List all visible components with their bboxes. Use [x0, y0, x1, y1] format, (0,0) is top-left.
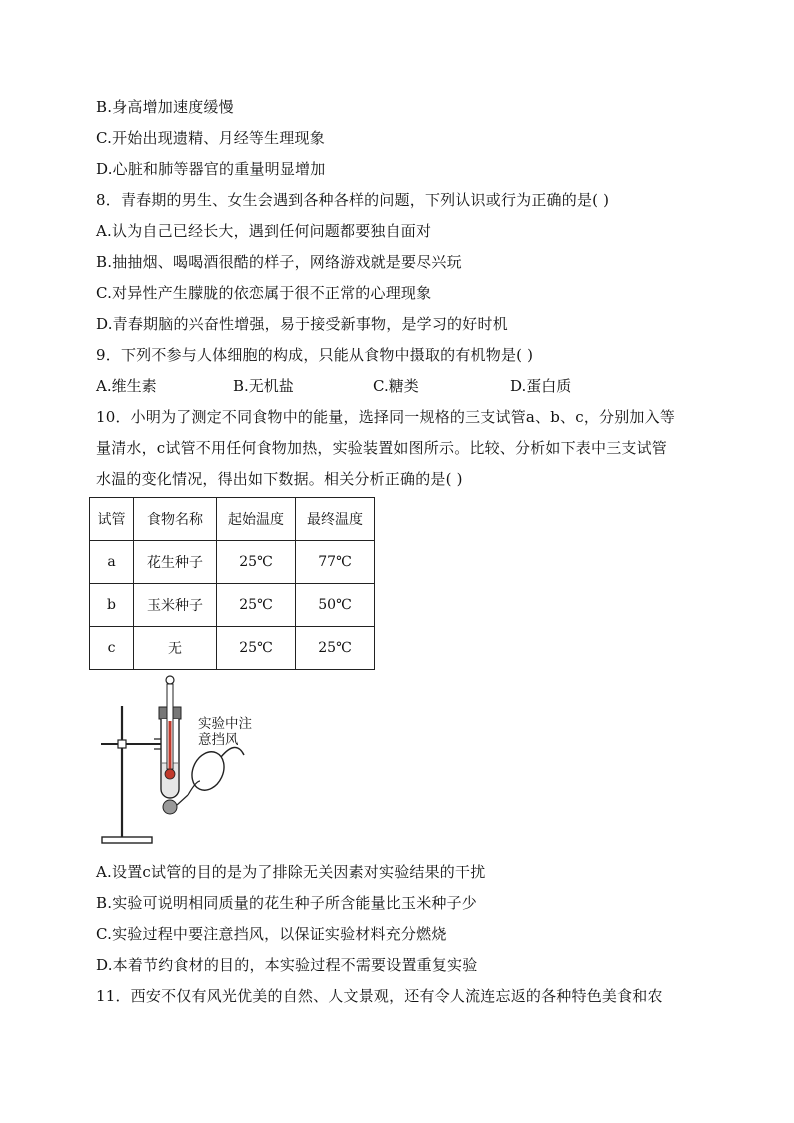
temperature-table — [89, 497, 375, 670]
table-cell: 玉米种子 — [134, 584, 217, 627]
thermometer-bulb — [165, 769, 175, 779]
stand-base — [102, 837, 152, 843]
table-header: 试管 — [90, 498, 134, 541]
table-header: 食物名称 — [134, 498, 217, 541]
table-cell: 花生种子 — [134, 541, 217, 584]
figure-note: 实验中注意挡风 — [198, 716, 252, 748]
thermometer-top — [166, 676, 174, 684]
q9-option-d: D.蛋白质 — [510, 377, 572, 395]
table-cell: 25℃ — [217, 541, 296, 584]
q7-option-c: C.开始出现遗精、月经等生理现象 — [96, 129, 325, 147]
q8-stem: 8．青春期的男生、女生会遇到各种各样的问题，下列认识或行为正确的是( ) — [96, 191, 610, 209]
table-cell: 25℃ — [296, 627, 375, 670]
table-cell: 77℃ — [296, 541, 375, 584]
table-cell: 25℃ — [217, 627, 296, 670]
table-header: 起始温度 — [217, 498, 296, 541]
table-cell: c — [90, 627, 134, 670]
wire-hook — [221, 747, 244, 757]
table-cell: a — [90, 541, 134, 584]
thermometer-mercury — [169, 721, 172, 769]
clamp-boss — [118, 740, 126, 748]
q9-option-b: B.无机盐 — [233, 377, 294, 395]
q9-option-a: A.维生素 — [96, 377, 157, 395]
q10-stem-line-1: 10．小明为了测定不同食物中的能量，选择同一规格的三支试管a、b、c，分别加入等 — [96, 408, 676, 426]
q8-option-a: A.认为自己已经长大，遇到任何问题都要独自面对 — [96, 222, 432, 240]
needle — [177, 795, 188, 805]
table-header: 最终温度 — [296, 498, 375, 541]
table-row — [90, 541, 375, 584]
q10-option-a: A.设置c试管的目的是为了排除无关因素对实验结果的干扰 — [96, 863, 486, 881]
q10-stem-line-3: 水温的变化情况，得出如下数据。相关分析正确的是( ) — [96, 470, 463, 488]
q10-option-d: D.本着节约食材的目的，本实验过程不需要设置重复实验 — [96, 956, 478, 974]
q10-stem-line-2: 量清水，c试管不用任何食物加热，实验装置如图所示。比较、分析如下表中三支试管 — [96, 439, 668, 457]
q10-option-b: B.实验可说明相同质量的花生种子所含能量比玉米种子少 — [96, 894, 477, 912]
q9-option-c: C.糖类 — [373, 377, 419, 395]
q7-option-d: D.心脏和肺等器官的重量明显增加 — [96, 160, 326, 178]
q9-stem: 9．下列不参与人体细胞的构成，只能从食物中摄取的有机物是( ) — [96, 346, 534, 364]
table-cell: 25℃ — [217, 584, 296, 627]
table-cell: 50℃ — [296, 584, 375, 627]
table-cell: b — [90, 584, 134, 627]
q8-option-c: C.对异性产生朦胧的依恋属于很不正常的心理现象 — [96, 284, 432, 302]
q7-option-b: B.身高增加速度缓慢 — [96, 98, 234, 116]
experiment-apparatus-diagram — [96, 671, 276, 851]
q11-stem: 11．西安不仅有风光优美的自然、人文景观，还有令人流连忘返的各种特色美食和农 — [96, 987, 663, 1005]
q10-option-c: C.实验过程中要注意挡风，以保证实验材料充分燃烧 — [96, 925, 447, 943]
q8-option-d: D.青春期脑的兴奋性增强，易于接受新事物，是学习的好时机 — [96, 315, 508, 333]
table-row — [90, 627, 375, 670]
table-cell: 无 — [134, 627, 217, 670]
table-header-row — [90, 498, 375, 541]
q8-option-b: B.抽抽烟、喝喝酒很酷的样子，网络游戏就是要尽兴玩 — [96, 253, 462, 271]
burning-seed — [163, 800, 177, 814]
table-row — [90, 584, 375, 627]
